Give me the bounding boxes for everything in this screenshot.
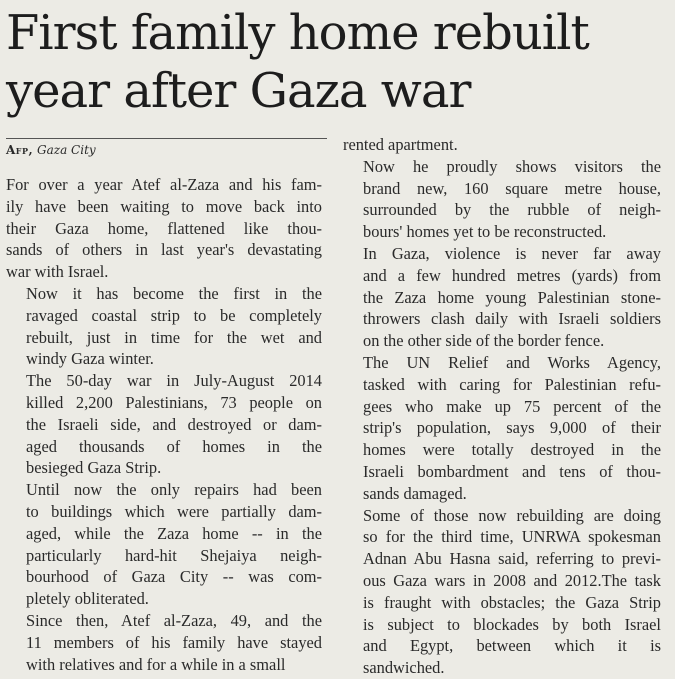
text-line: Since then, Atef al-Zaza, 49, and the bbox=[26, 610, 322, 630]
byline-city: Gaza City bbox=[37, 143, 96, 157]
text-line: surrounded by the rubble of neigh- bbox=[363, 200, 661, 220]
text-line: with relatives and for a while in a small bbox=[26, 654, 286, 674]
byline-agency: Afp, bbox=[6, 143, 34, 157]
text-line: rebuilt, just in time for the wet and bbox=[26, 327, 322, 347]
text-line: gees who make up 75 percent of the bbox=[363, 396, 661, 416]
paragraph bbox=[6, 479, 322, 610]
text-line: Israeli bombardment and tens of thou- bbox=[363, 461, 661, 481]
text-line: throwers clash daily with Israeli soldiers bbox=[363, 309, 661, 329]
text-line: brand new, 160 square metre house, bbox=[363, 178, 661, 198]
text-line: and a few hundred metres (yards) from bbox=[363, 265, 661, 285]
byline bbox=[6, 141, 96, 159]
text-line: and Egypt, between which it is bbox=[363, 636, 661, 656]
text-line: The UN Relief and Works Agency, bbox=[363, 352, 661, 372]
text-line: sandwiched. bbox=[363, 658, 445, 678]
text-line: the Israeli side, and destroyed or dam- bbox=[26, 414, 322, 434]
text-line: tasked with caring for Palestinian refu- bbox=[363, 374, 661, 394]
text-line: bourhood of Gaza City -- was com- bbox=[26, 567, 322, 587]
text-line: strip's population, says 9,000 of their bbox=[363, 418, 661, 438]
text-line: sands of others in last year's devastating bbox=[6, 240, 322, 260]
text-line: Now he proudly shows visitors the bbox=[363, 156, 661, 176]
text-line: pletely obliterated. bbox=[26, 589, 149, 609]
text-line: Some of those now rebuilding are doing bbox=[363, 505, 661, 525]
text-line: In Gaza, violence is never far away bbox=[363, 243, 661, 263]
text-line: aged thousands of homes in the bbox=[26, 436, 322, 456]
text-line: ravaged coastal strip to be completely bbox=[26, 305, 322, 325]
text-line: 11 members of his family have stayed bbox=[26, 632, 322, 652]
text-line: Now it has become the first in the bbox=[26, 283, 322, 303]
byline-divider bbox=[6, 138, 327, 139]
headline-line-1: First family home rebuilt bbox=[6, 5, 589, 61]
text-line: Adnan Abu Hasna said, referring to previ- bbox=[363, 549, 661, 569]
text-line: killed 2,200 Palestinians, 73 people on bbox=[26, 392, 322, 412]
text-line: aged, while the Zaza home -- in the bbox=[26, 523, 322, 543]
text-line: is fraught with obstacles; the Gaza Strip bbox=[363, 592, 661, 612]
text-line: war with Israel. bbox=[6, 262, 109, 282]
text-line: rented apartment. bbox=[343, 135, 458, 154]
headline-line-2: year after Gaza war bbox=[6, 63, 471, 119]
text-line: bours' homes yet to be reconstructed. bbox=[363, 222, 607, 242]
text-line: sands damaged. bbox=[363, 483, 467, 503]
text-line: their Gaza home, flattened like thou- bbox=[6, 218, 322, 238]
text-line: windy Gaza winter. bbox=[26, 349, 154, 369]
paragraph bbox=[343, 134, 661, 156]
paragraph bbox=[343, 156, 661, 243]
paragraph bbox=[6, 370, 322, 479]
text-line: Until now the only repairs had been bbox=[26, 480, 322, 500]
text-line: is subject to blockades by both Israel bbox=[363, 614, 661, 634]
text-line: besieged Gaza Strip. bbox=[26, 458, 162, 478]
text-line: the Zaza home young Palestinian stone- bbox=[363, 287, 661, 307]
text-line: particularly hard-hit Shejaiya neigh- bbox=[26, 545, 322, 565]
paragraph bbox=[6, 610, 322, 675]
text-line: ily have been waiting to move back into bbox=[6, 196, 322, 216]
article-column-right bbox=[343, 134, 661, 679]
paragraph bbox=[6, 283, 322, 370]
text-line: so for the third time, UNRWA spokesman bbox=[363, 527, 661, 547]
paragraph bbox=[343, 505, 661, 679]
text-line: For over a year Atef al-Zaza and his fam- bbox=[6, 175, 322, 194]
paragraph bbox=[343, 352, 661, 505]
paragraph bbox=[6, 174, 322, 283]
paragraph bbox=[343, 243, 661, 352]
article-headline bbox=[6, 4, 671, 120]
text-line: The 50-day war in July-August 2014 bbox=[26, 371, 322, 391]
text-line: on the other side of the border fence. bbox=[363, 331, 605, 351]
text-line: homes were totally destroyed in the bbox=[363, 440, 661, 460]
text-line: to buildings which were partially dam- bbox=[26, 501, 322, 521]
article-column-left bbox=[6, 174, 322, 675]
text-line: ous Gaza wars in 2008 and 2012.The task bbox=[363, 570, 661, 590]
